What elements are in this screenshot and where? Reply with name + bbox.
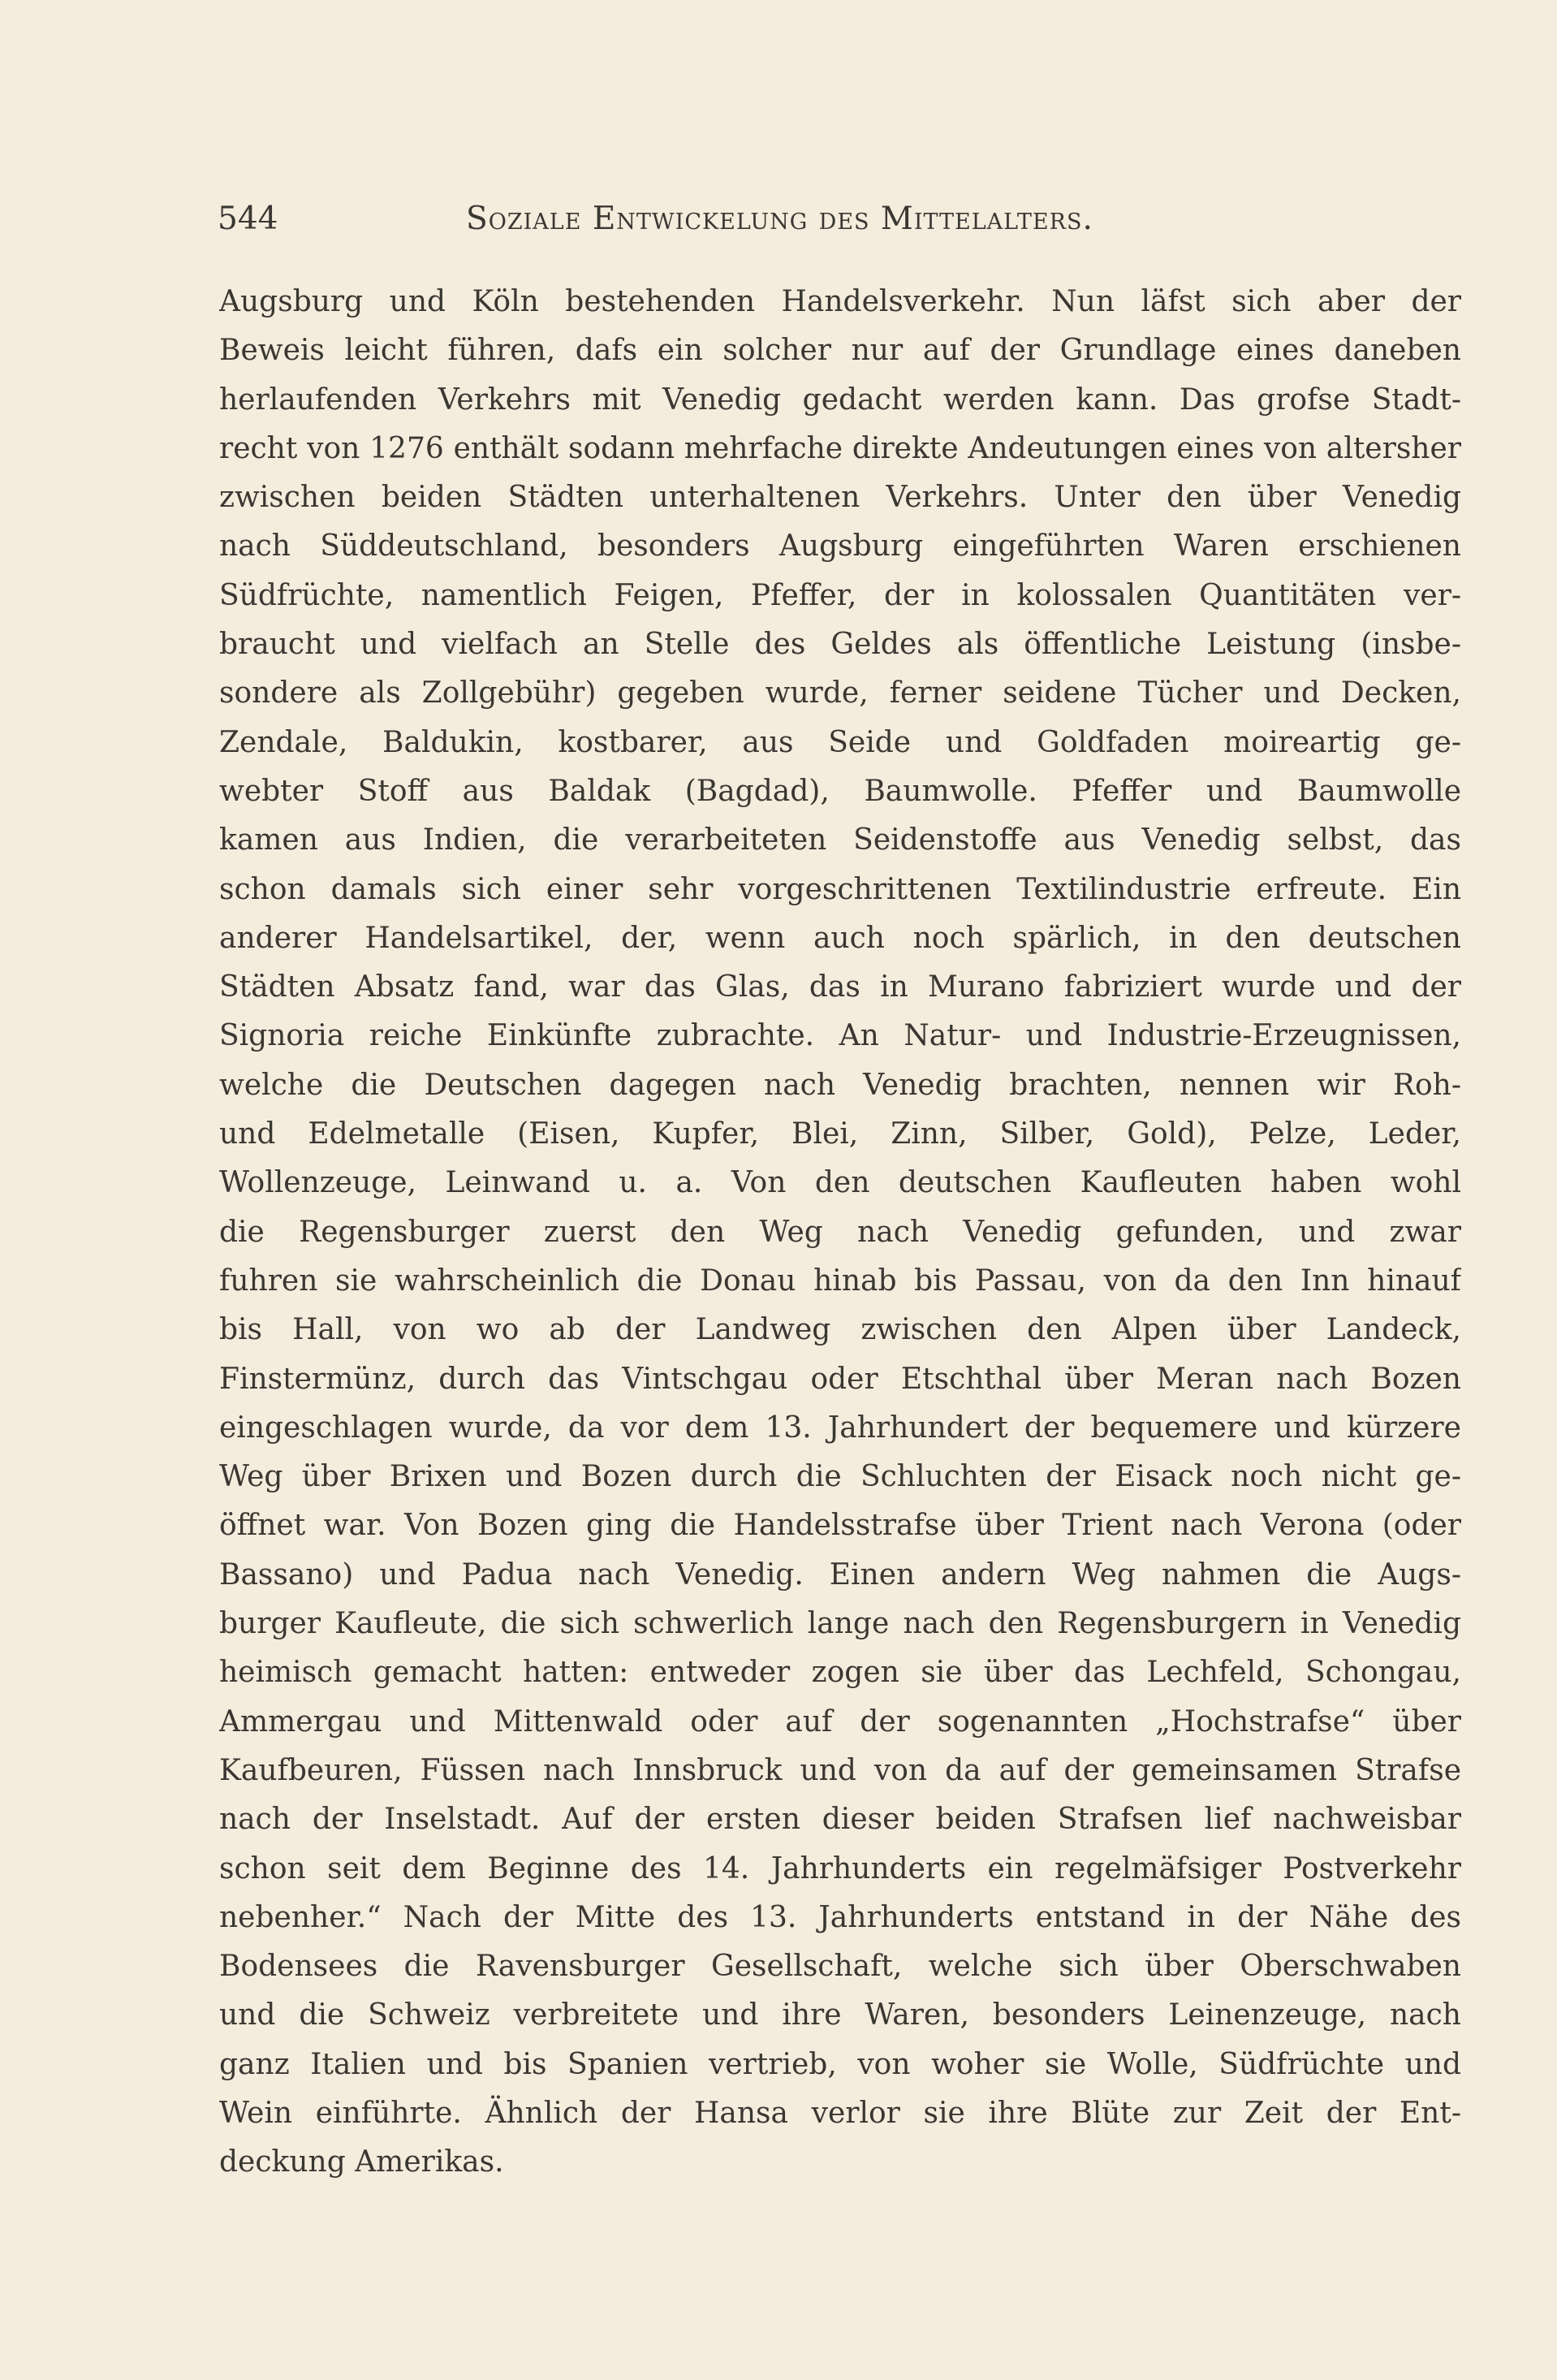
text-line: recht von 1276 enthält sodann mehrfache direkte Andeutungen eines von altersher xyxy=(219,431,1461,465)
text-line: Kaufbeuren, Füssen nach Innsbruck und von da auf der gemeinsamen Strafse xyxy=(219,1753,1461,1787)
text-line: nach Süddeutschland, besonders Augsburg eingeführten Waren erschienen xyxy=(219,529,1461,564)
text-line: Weg über Brixen und Bozen durch die Schluchten der Eisack noch nicht ge- xyxy=(219,1460,1461,1494)
text-line: Finstermünz, durch das Vintschgau oder Etschthal über Meran nach Bozen xyxy=(219,1362,1461,1396)
text-line: öffnet war. Von Bozen ging die Handelsstrafse über Trient nach Verona (oder xyxy=(219,1509,1461,1543)
text-line: schon seit dem Beginne des 14. Jahrhunderts ein regelmäfsiger Postverkehr xyxy=(219,1851,1461,1885)
text-line: Ammergau und Mittenwald oder auf der sogenannten „Hochstrafse“ über xyxy=(219,1704,1461,1739)
page-header xyxy=(218,195,1468,252)
text-line: heimisch gemacht hatten: entweder zogen sie über das Lechfeld, Schongau, xyxy=(219,1656,1461,1690)
running-head: Soziale Entwickelung des Mittelalters. xyxy=(466,201,1093,237)
text-line: welche die Deutschen dagegen nach Venedig brachten, nennen wir Roh- xyxy=(219,1068,1461,1102)
text-line: schon damals sich einer sehr vorgeschrittenen Textilindustrie erfreute. Ein xyxy=(219,872,1461,906)
text-line: eingeschlagen wurde, da vor dem 13. Jahrhundert der bequemere und kürzere xyxy=(219,1410,1461,1445)
text-line: und Edelmetalle (Eisen, Kupfer, Blei, Zinn, Silber, Gold), Pelze, Leder, xyxy=(219,1117,1461,1151)
text-line: Südfrüchte, namentlich Feigen, Pfeffer, der in kolossalen Quantitäten ver- xyxy=(219,578,1461,612)
text-line: sondere als Zollgebühr) gegeben wurde, ferner seidene Tücher und Decken, xyxy=(219,676,1461,711)
text-line: Bassano) und Padua nach Venedig. Einen andern Weg nahmen die Augs- xyxy=(219,1557,1461,1592)
page-number: 544 xyxy=(218,201,278,237)
text-line: Wollenzeuge, Leinwand u. a. Von den deutschen Kaufleuten haben wohl xyxy=(219,1166,1461,1200)
text-line: Beweis leicht führen, dafs ein solcher nur auf der Grundlage eines daneben xyxy=(219,334,1461,368)
text-line: anderer Handelsartikel, der, wenn auch noch spärlich, in den deutschen xyxy=(219,921,1461,955)
text-line: nach der Inselstadt. Auf der ersten dieser beiden Strafsen lief nachweisbar xyxy=(219,1803,1461,1837)
text-line: herlaufenden Verkehrs mit Venedig gedacht werden kann. Das grofse Stadt- xyxy=(219,382,1461,417)
text-line: nebenher.“ Nach der Mitte des 13. Jahrhunderts entstand in der Nähe des xyxy=(219,1900,1461,1934)
text-line: Augsburg und Köln bestehenden Handelsverkehr. Nun läfst sich aber der xyxy=(219,285,1461,318)
text-line: Städten Absatz fand, war das Glas, das in Murano fabriziert wurde und der xyxy=(219,970,1461,1004)
text-line: Bodensees die Ravensburger Gesellschaft, welche sich über Oberschwaben xyxy=(219,1950,1461,1984)
text-line: kamen aus Indien, die verarbeiteten Seidenstoffe aus Venedig selbst, das xyxy=(219,823,1461,857)
text-line: ganz Italien und bis Spanien vertrieb, von woher sie Wolle, Südfrüchte und xyxy=(219,2047,1461,2081)
text-line: und die Schweiz verbreitete und ihre Waren, besonders Leinenzeuge, nach xyxy=(219,1998,1461,2032)
text-line: webter Stoff aus Baldak (Bagdad), Baumwolle. Pfeffer und Baumwolle xyxy=(219,774,1461,808)
text-line: deckung Amerikas. xyxy=(219,2145,504,2179)
text-line: bis Hall, von wo ab der Landweg zwischen den Alpen über Landeck, xyxy=(219,1313,1461,1347)
text-line: burger Kaufleute, die sich schwerlich lange nach den Regensburgern in Venedig xyxy=(219,1607,1461,1641)
text-line: Wein einführte. Ähnlich der Hansa verlor sie ihre Blüte zur Zeit der Ent- xyxy=(219,2096,1461,2130)
text-line: zwischen beiden Städten unterhaltenen Verkehrs. Unter den über Venedig xyxy=(219,481,1461,515)
text-line: Zendale, Baldukin, kostbarer, aus Seide und Goldfaden moireartig ge- xyxy=(219,725,1461,759)
body-text xyxy=(219,278,1461,2188)
text-line: fuhren sie wahrscheinlich die Donau hinab bis Passau, von da den Inn hinauf xyxy=(219,1263,1461,1298)
text-line: braucht und vielfach an Stelle des Geldes als öffentliche Leistung (insbe- xyxy=(219,628,1461,662)
text-line: die Regensburger zuerst den Weg nach Venedig gefunden, und zwar xyxy=(219,1215,1461,1249)
text-line: Signoria reiche Einkünfte zubrachte. An Natur- und Industrie-Erzeugnissen, xyxy=(219,1019,1461,1053)
